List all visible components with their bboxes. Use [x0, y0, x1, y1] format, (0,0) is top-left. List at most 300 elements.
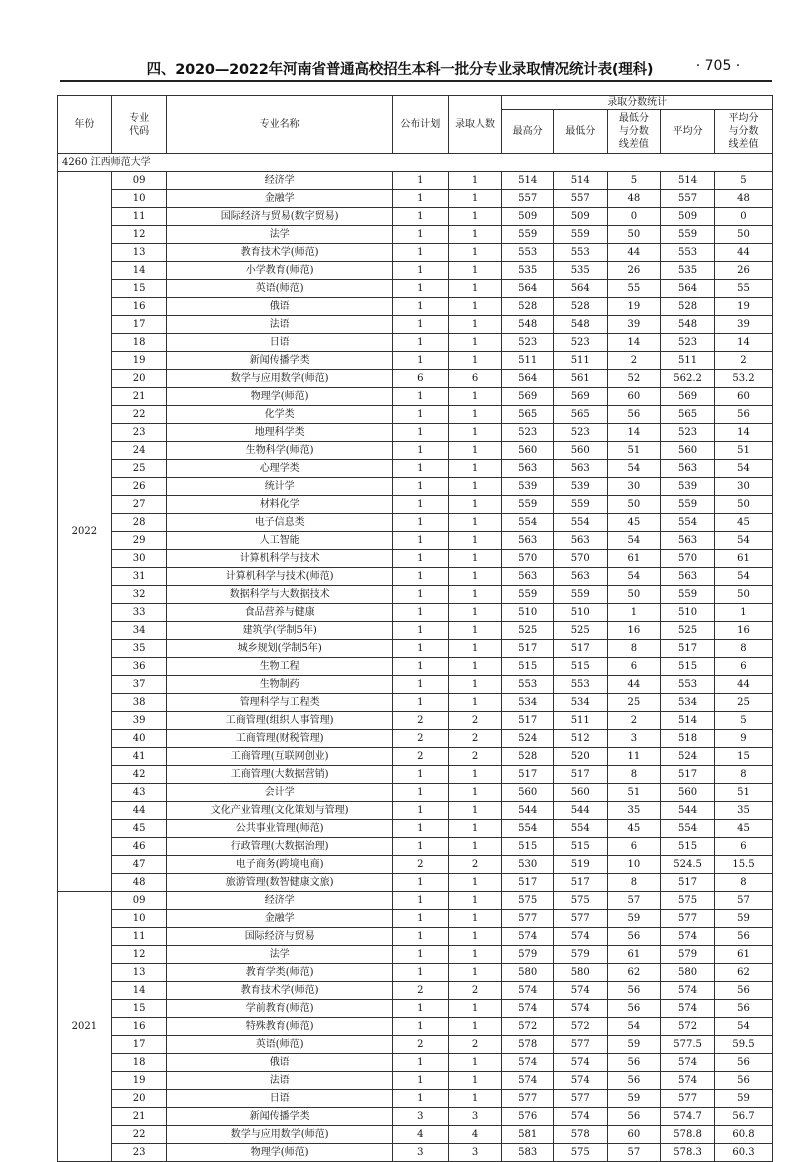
cell-code: 21: [111, 388, 167, 406]
cell-min: 559: [553, 226, 607, 244]
cell-major: 俄语: [167, 298, 392, 316]
cell-avg-diff: 45: [714, 514, 772, 532]
cell-min-diff: 2: [607, 352, 661, 370]
cell-avg-diff: 39: [714, 316, 772, 334]
cell-plan: 1: [392, 820, 448, 838]
cell-max: 577: [502, 910, 554, 928]
cell-max: 510: [502, 604, 554, 622]
col-score-group: 录取分数统计: [502, 96, 773, 110]
cell-max: 564: [502, 370, 554, 388]
cell-avg-diff: 62: [714, 964, 772, 982]
cell-major: 经济学: [167, 892, 392, 910]
cell-min: 557: [553, 190, 607, 208]
cell-max: 523: [502, 334, 554, 352]
cell-max: 514: [502, 172, 554, 190]
table-row: [58, 802, 773, 820]
cell-avg: 515: [661, 838, 715, 856]
cell-major: 数学与应用数学(师范): [167, 1126, 392, 1144]
cell-avg: 579: [661, 946, 715, 964]
cell-admitted: 1: [448, 406, 502, 424]
cell-min-diff: 1: [607, 604, 661, 622]
year-cell: 2022: [58, 172, 112, 892]
cell-avg: 514: [661, 172, 715, 190]
cell-admitted: 1: [448, 604, 502, 622]
cell-avg: 574: [661, 1054, 715, 1072]
table-row: [58, 982, 773, 1000]
cell-min-diff: 60: [607, 388, 661, 406]
cell-min: 574: [553, 1000, 607, 1018]
cell-avg: 575: [661, 892, 715, 910]
header-row-1: [58, 96, 773, 110]
cell-admitted: 2: [448, 748, 502, 766]
cell-min: 554: [553, 514, 607, 532]
cell-admitted: 1: [448, 802, 502, 820]
cell-min-diff: 56: [607, 1054, 661, 1072]
cell-min: 580: [553, 964, 607, 982]
cell-major: 法语: [167, 316, 392, 334]
cell-code: 24: [111, 442, 167, 460]
cell-code: 47: [111, 856, 167, 874]
cell-plan: 1: [392, 766, 448, 784]
cell-min: 517: [553, 766, 607, 784]
table-row: [58, 820, 773, 838]
table-row: [58, 226, 773, 244]
cell-min: 517: [553, 874, 607, 892]
cell-avg-diff: 56: [714, 928, 772, 946]
cell-min-diff: 8: [607, 640, 661, 658]
cell-plan: 1: [392, 208, 448, 226]
cell-admitted: 1: [448, 244, 502, 262]
table-row: [58, 442, 773, 460]
cell-admitted: 1: [448, 352, 502, 370]
cell-admitted: 6: [448, 370, 502, 388]
cell-max: 581: [502, 1126, 554, 1144]
cell-avg-diff: 54: [714, 568, 772, 586]
cell-major: 工商管理(互联网创业): [167, 748, 392, 766]
cell-min-diff: 54: [607, 532, 661, 550]
cell-plan: 2: [392, 730, 448, 748]
cell-avg-diff: 30: [714, 478, 772, 496]
cell-min-diff: 50: [607, 586, 661, 604]
cell-max: 544: [502, 802, 554, 820]
cell-avg-diff: 26: [714, 262, 772, 280]
cell-min-diff: 6: [607, 838, 661, 856]
cell-avg: 514: [661, 712, 715, 730]
cell-min-diff: 44: [607, 676, 661, 694]
cell-code: 17: [111, 1036, 167, 1054]
cell-max: 559: [502, 586, 554, 604]
cell-code: 36: [111, 658, 167, 676]
cell-code: 22: [111, 406, 167, 424]
cell-admitted: 1: [448, 316, 502, 334]
university-name: 4260 江西师范大学: [58, 154, 773, 172]
cell-major: 化学类: [167, 406, 392, 424]
cell-avg-diff: 5: [714, 172, 772, 190]
cell-plan: 1: [392, 694, 448, 712]
cell-avg: 511: [661, 352, 715, 370]
cell-avg: 539: [661, 478, 715, 496]
cell-code: 33: [111, 604, 167, 622]
cell-max: 517: [502, 712, 554, 730]
col-avg: 平均分: [661, 110, 715, 154]
cell-avg: 578.8: [661, 1126, 715, 1144]
cell-major: 人工智能: [167, 532, 392, 550]
university-row: [58, 154, 773, 172]
cell-max: 577: [502, 1090, 554, 1108]
col-min-diff: 最低分与分数线差值: [607, 110, 661, 154]
cell-min: 535: [553, 262, 607, 280]
cell-avg-diff: 8: [714, 766, 772, 784]
cell-max: 553: [502, 676, 554, 694]
cell-plan: 1: [392, 838, 448, 856]
cell-plan: 4: [392, 1126, 448, 1144]
cell-min-diff: 44: [607, 244, 661, 262]
cell-avg: 565: [661, 406, 715, 424]
cell-min-diff: 35: [607, 802, 661, 820]
cell-major: 新闻传播学类: [167, 352, 392, 370]
table-row: [58, 766, 773, 784]
cell-plan: 1: [392, 658, 448, 676]
cell-avg-diff: 6: [714, 838, 772, 856]
cell-avg-diff: 59: [714, 1090, 772, 1108]
cell-min: 534: [553, 694, 607, 712]
cell-plan: 1: [392, 604, 448, 622]
cell-min: 511: [553, 712, 607, 730]
cell-admitted: 2: [448, 1036, 502, 1054]
table-row: [58, 622, 773, 640]
table-row: [58, 568, 773, 586]
cell-min-diff: 61: [607, 946, 661, 964]
cell-avg: 577: [661, 1090, 715, 1108]
cell-min-diff: 56: [607, 406, 661, 424]
cell-min-diff: 3: [607, 730, 661, 748]
table-row: [58, 334, 773, 352]
cell-min: 560: [553, 442, 607, 460]
cell-plan: 1: [392, 388, 448, 406]
cell-min: 520: [553, 748, 607, 766]
cell-plan: 1: [392, 226, 448, 244]
cell-min: 574: [553, 1054, 607, 1072]
table-row: [58, 190, 773, 208]
cell-admitted: 1: [448, 514, 502, 532]
cell-code: 15: [111, 1000, 167, 1018]
cell-plan: 1: [392, 622, 448, 640]
cell-code: 20: [111, 1090, 167, 1108]
cell-min: 572: [553, 1018, 607, 1036]
cell-avg: 553: [661, 244, 715, 262]
cell-avg: 569: [661, 388, 715, 406]
cell-avg-diff: 8: [714, 640, 772, 658]
cell-plan: 2: [392, 712, 448, 730]
cell-max: 563: [502, 460, 554, 478]
cell-avg-diff: 50: [714, 226, 772, 244]
page-header: [0, 0, 800, 90]
cell-major: 经济学: [167, 172, 392, 190]
cell-min-diff: 30: [607, 478, 661, 496]
cell-avg: 574.7: [661, 1108, 715, 1126]
table-row: [58, 784, 773, 802]
cell-code: 13: [111, 244, 167, 262]
cell-max: 528: [502, 748, 554, 766]
col-code: 专业代码: [111, 96, 167, 154]
cell-min-diff: 51: [607, 442, 661, 460]
cell-code: 15: [111, 280, 167, 298]
cell-avg-diff: 59: [714, 910, 772, 928]
cell-plan: 1: [392, 532, 448, 550]
cell-major: 旅游管理(数智健康文旅): [167, 874, 392, 892]
cell-avg: 554: [661, 820, 715, 838]
cell-major: 国际经济与贸易: [167, 928, 392, 946]
cell-admitted: 1: [448, 550, 502, 568]
cell-plan: 1: [392, 316, 448, 334]
cell-max: 574: [502, 1054, 554, 1072]
cell-max: 559: [502, 226, 554, 244]
cell-code: 39: [111, 712, 167, 730]
cell-admitted: 1: [448, 280, 502, 298]
cell-admitted: 1: [448, 1072, 502, 1090]
cell-admitted: 1: [448, 784, 502, 802]
cell-max: 517: [502, 766, 554, 784]
cell-min: 528: [553, 298, 607, 316]
cell-max: 524: [502, 730, 554, 748]
cell-major: 金融学: [167, 190, 392, 208]
cell-code: 26: [111, 478, 167, 496]
cell-major: 管理科学与工程类: [167, 694, 392, 712]
cell-plan: 6: [392, 370, 448, 388]
cell-min: 525: [553, 622, 607, 640]
cell-plan: 1: [392, 892, 448, 910]
cell-plan: 1: [392, 568, 448, 586]
cell-min: 577: [553, 1036, 607, 1054]
table-row: [58, 352, 773, 370]
cell-code: 12: [111, 226, 167, 244]
cell-avg-diff: 50: [714, 586, 772, 604]
cell-major: 电子商务(跨境电商): [167, 856, 392, 874]
cell-max: 564: [502, 280, 554, 298]
cell-admitted: 1: [448, 766, 502, 784]
cell-code: 11: [111, 208, 167, 226]
cell-avg: 574: [661, 1000, 715, 1018]
cell-major: 国际经济与贸易(数字贸易): [167, 208, 392, 226]
cell-code: 34: [111, 622, 167, 640]
cell-major: 生物科学(师范): [167, 442, 392, 460]
cell-avg-diff: 56: [714, 982, 772, 1000]
cell-avg: 548: [661, 316, 715, 334]
cell-max: 511: [502, 352, 554, 370]
cell-max: 560: [502, 784, 554, 802]
cell-major: 生物工程: [167, 658, 392, 676]
cell-max: 578: [502, 1036, 554, 1054]
cell-avg: 563: [661, 532, 715, 550]
cell-max: 553: [502, 244, 554, 262]
table-row: [58, 244, 773, 262]
cell-min-diff: 60: [607, 1126, 661, 1144]
cell-plan: 1: [392, 1054, 448, 1072]
table-row: [58, 712, 773, 730]
cell-admitted: 2: [448, 712, 502, 730]
cell-admitted: 1: [448, 892, 502, 910]
col-major: 专业名称: [167, 96, 392, 154]
col-admitted: 录取人数: [448, 96, 502, 154]
table-row: [58, 496, 773, 514]
table-row: [58, 910, 773, 928]
cell-code: 12: [111, 946, 167, 964]
table-row: [58, 1018, 773, 1036]
cell-code: 19: [111, 1072, 167, 1090]
table-row: [58, 1090, 773, 1108]
cell-plan: 1: [392, 262, 448, 280]
cell-min: 554: [553, 820, 607, 838]
cell-min: 579: [553, 946, 607, 964]
cell-avg-diff: 56: [714, 1072, 772, 1090]
table-row: [58, 1036, 773, 1054]
cell-avg-diff: 54: [714, 1018, 772, 1036]
cell-admitted: 1: [448, 838, 502, 856]
table-row: [58, 856, 773, 874]
cell-code: 38: [111, 694, 167, 712]
cell-min-diff: 62: [607, 964, 661, 982]
cell-min: 523: [553, 334, 607, 352]
cell-admitted: 1: [448, 946, 502, 964]
table-row: [58, 262, 773, 280]
cell-admitted: 1: [448, 1018, 502, 1036]
cell-avg-diff: 8: [714, 874, 772, 892]
cell-min: 561: [553, 370, 607, 388]
cell-plan: 1: [392, 190, 448, 208]
cell-min-diff: 56: [607, 982, 661, 1000]
cell-major: 学前教育(师范): [167, 1000, 392, 1018]
cell-avg: 559: [661, 496, 715, 514]
cell-major: 电子信息类: [167, 514, 392, 532]
cell-min-diff: 2: [607, 712, 661, 730]
cell-avg-diff: 61: [714, 550, 772, 568]
cell-min: 560: [553, 784, 607, 802]
cell-max: 560: [502, 442, 554, 460]
cell-max: 530: [502, 856, 554, 874]
cell-avg: 563: [661, 568, 715, 586]
col-min: 最低分: [553, 110, 607, 154]
cell-admitted: 1: [448, 424, 502, 442]
cell-plan: 1: [392, 802, 448, 820]
cell-min-diff: 56: [607, 1000, 661, 1018]
cell-avg-diff: 19: [714, 298, 772, 316]
table-row: [58, 1126, 773, 1144]
cell-admitted: 1: [448, 442, 502, 460]
cell-avg-diff: 50: [714, 496, 772, 514]
cell-min-diff: 39: [607, 316, 661, 334]
page-title: 四、2020—2022年河南省普通高校招生本科一批分专业录取情况统计表(理科): [146, 62, 654, 78]
cell-major: 教育技术学(师范): [167, 244, 392, 262]
cell-min: 510: [553, 604, 607, 622]
cell-min-diff: 57: [607, 892, 661, 910]
cell-avg-diff: 25: [714, 694, 772, 712]
cell-code: 18: [111, 334, 167, 352]
cell-max: 554: [502, 820, 554, 838]
cell-avg-diff: 2: [714, 352, 772, 370]
cell-avg-diff: 57: [714, 892, 772, 910]
cell-min: 539: [553, 478, 607, 496]
cell-code: 30: [111, 550, 167, 568]
cell-min: 511: [553, 352, 607, 370]
cell-avg: 572: [661, 1018, 715, 1036]
cell-avg: 559: [661, 586, 715, 604]
cell-min-diff: 52: [607, 370, 661, 388]
cell-max: 580: [502, 964, 554, 982]
cell-admitted: 1: [448, 586, 502, 604]
cell-major: 会计学: [167, 784, 392, 802]
cell-avg: 574: [661, 1072, 715, 1090]
cell-min: 512: [553, 730, 607, 748]
cell-avg: 574: [661, 982, 715, 1000]
cell-major: 生物制药: [167, 676, 392, 694]
page-number: · 705 ·: [695, 58, 741, 74]
cell-min-diff: 59: [607, 1090, 661, 1108]
cell-plan: 1: [392, 334, 448, 352]
cell-admitted: 1: [448, 532, 502, 550]
cell-avg-diff: 15.5: [714, 856, 772, 874]
cell-avg: 528: [661, 298, 715, 316]
cell-plan: 2: [392, 856, 448, 874]
cell-plan: 1: [392, 244, 448, 262]
cell-admitted: 1: [448, 622, 502, 640]
table-row: [58, 406, 773, 424]
cell-plan: 1: [392, 352, 448, 370]
cell-min-diff: 57: [607, 1144, 661, 1162]
cell-code: 37: [111, 676, 167, 694]
cell-code: 09: [111, 892, 167, 910]
cell-plan: 3: [392, 1108, 448, 1126]
cell-avg-diff: 5: [714, 712, 772, 730]
cell-max: 548: [502, 316, 554, 334]
cell-avg-diff: 51: [714, 784, 772, 802]
cell-avg: 553: [661, 676, 715, 694]
cell-avg: 577.5: [661, 1036, 715, 1054]
cell-code: 43: [111, 784, 167, 802]
cell-min: 577: [553, 1090, 607, 1108]
table-row: [58, 208, 773, 226]
cell-avg: 557: [661, 190, 715, 208]
cell-admitted: 3: [448, 1144, 502, 1162]
cell-min: 553: [553, 676, 607, 694]
cell-max: 569: [502, 388, 554, 406]
cell-avg: 578.3: [661, 1144, 715, 1162]
cell-code: 46: [111, 838, 167, 856]
table-row: [58, 658, 773, 676]
table-row: [58, 1108, 773, 1126]
cell-plan: 1: [392, 640, 448, 658]
cell-min-diff: 8: [607, 874, 661, 892]
cell-avg: 544: [661, 802, 715, 820]
cell-major: 特殊教育(师范): [167, 1018, 392, 1036]
cell-min-diff: 51: [607, 784, 661, 802]
cell-plan: 1: [392, 280, 448, 298]
cell-avg: 518: [661, 730, 715, 748]
cell-plan: 2: [392, 982, 448, 1000]
cell-avg: 515: [661, 658, 715, 676]
cell-min: 570: [553, 550, 607, 568]
year-cell: 2021: [58, 892, 112, 1162]
table-row: [58, 892, 773, 910]
admission-table: [57, 95, 773, 1162]
cell-min-diff: 8: [607, 766, 661, 784]
cell-admitted: 1: [448, 820, 502, 838]
cell-avg: 535: [661, 262, 715, 280]
cell-major: 新闻传播学类: [167, 1108, 392, 1126]
cell-min: 575: [553, 1144, 607, 1162]
cell-plan: 1: [392, 874, 448, 892]
table-row: [58, 1072, 773, 1090]
cell-avg-diff: 14: [714, 334, 772, 352]
